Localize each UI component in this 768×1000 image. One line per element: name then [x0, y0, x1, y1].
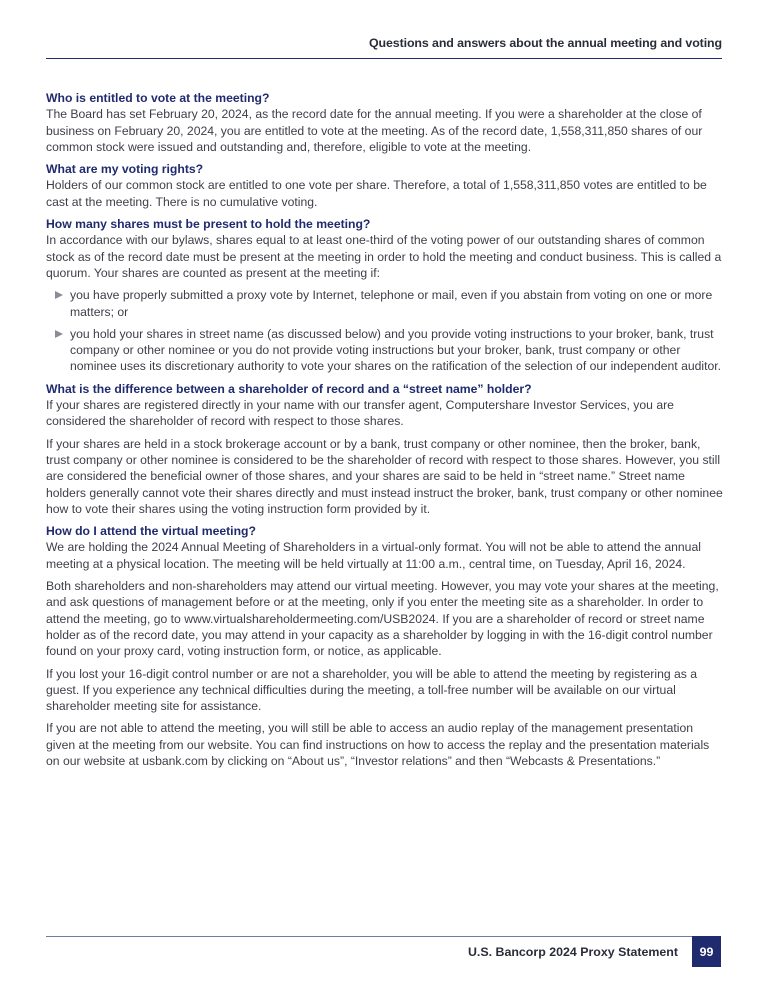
question-heading: What are my voting rights?	[46, 162, 204, 177]
answer-paragraph: If your shares are registered directly in your name with our transfer agent, Computershare Investor Services, you are considered the shareholder of record with respect to those shares.	[46, 398, 674, 429]
question-heading: How many shares must be present to hold the meeting?	[46, 217, 371, 232]
question-heading: What is the difference between a shareholder of record and a “street name” holder?	[46, 381, 532, 396]
section-who-entitled	[46, 90, 724, 155]
quorum-bullet-list	[46, 287, 724, 374]
answer-paragraph: Both shareholders and non-shareholders may attend our virtual meeting. However, you may vote your shares at the meeting, and ask questions of management before or at the meeting, only if you enter the meeting site as a shareholder. In order to attend the meeting, go to www.virtualshareholdermeeting.com/USB2024. If you are a shareholder of record or street name holder as of the record date, you may attend in your capacity as a shareholder by logging in with the 16-digit control number found on your proxy card, voting instruction form, or notice, as applicable.	[46, 579, 719, 659]
question-heading: Who is entitled to vote at the meeting?	[46, 91, 270, 105]
page-header	[46, 30, 722, 59]
header-title: Questions and answers about the annual meeting and voting	[369, 36, 722, 50]
page-number-badge: 99	[692, 936, 721, 967]
answer-paragraph: Holders of our common stock are entitled to one vote per share. Therefore, a total of 1,558,311,850 votes are entitled to be cast at the meeting. There is no cumulative voting.	[46, 178, 707, 209]
list-item	[46, 287, 724, 320]
triangle-bullet-icon	[55, 291, 63, 299]
answer-paragraph: In accordance with our bylaws, shares equal to at least one-third of the voting power of our outstanding shares of common stock as of the record date must be present at the meeting in order to hold the meeting and conduct business. This is called a quorum. Your shares are counted as present at the meeting if:	[46, 233, 722, 280]
answer-paragraph: We are holding the 2024 Annual Meeting of Shareholders in a virtual-only format. You will not be able to attend the annual meeting at a physical location. The meeting will be held virtually at 11:00 a.m., central time, on Tuesday, April 16, 2024.	[46, 540, 701, 571]
section-virtual-meeting	[46, 523, 724, 769]
footer-title: U.S. Bancorp 2024 Proxy Statement	[467, 945, 678, 959]
answer-paragraph: If your shares are held in a stock brokerage account or by a bank, trust company or other nominee, then the broker, bank, trust company or other nominee is considered to be the shareholder of record with respect to those shares. However, you still are considered the beneficial owner of those shares, and your shares are said to be held in “street name.” Street name holders generally cannot vote their shares directly and must instead instruct the broker, bank, trust company or other nominee how to vote their shares using the voting instruction form provided by it.	[46, 436, 723, 516]
section-voting-rights	[46, 161, 724, 210]
main-content	[46, 90, 724, 775]
footer-divider	[46, 936, 692, 937]
answer-paragraph: If you lost your 16-digit control number or are not a shareholder, you will be able to attend the meeting by registering as a guest. If you experience any technical difficulties during the meeting, a toll-free number will be available on our virtual shareholder meeting site for assistance.	[46, 666, 698, 714]
answer-paragraph: The Board has set February 20, 2024, as the record date for the annual meeting. If you were a shareholder at the close of business on February 20, 2024, you are entitled to vote at the meeting. As of the record date, 1,558,311,850 shares of our common stock were issued and outstanding and, therefore, eligible to vote at the meeting.	[46, 107, 703, 154]
answer-paragraph: If you are not able to attend the meeting, you will still be able to access an audio replay of the management presentation given at the meeting from our website. You can find instructions on how to access the replay and the presentation materials on our website at usbank.com by clicking on “About us”, “Investor relations” and then “Webcasts & Presentations.”	[46, 721, 710, 768]
section-street-name	[46, 381, 724, 517]
list-item-text: you hold your shares in street name (as discussed below) and you provide voting instructions to your broker, bank, trust company or other nominee or you do not provide voting instructions but your broker, bank, trust company or other nominee uses its discretionary authority to vote your shares on the ratification of the selection of our independent auditor.	[70, 326, 722, 374]
question-heading: How do I attend the virtual meeting?	[46, 524, 256, 539]
section-quorum	[46, 216, 724, 375]
triangle-bullet-icon	[55, 330, 63, 338]
list-item	[46, 326, 724, 375]
list-item-text: you have properly submitted a proxy vote by Internet, telephone or mail, even if you abstain from voting on one or more matters; or	[70, 288, 713, 319]
